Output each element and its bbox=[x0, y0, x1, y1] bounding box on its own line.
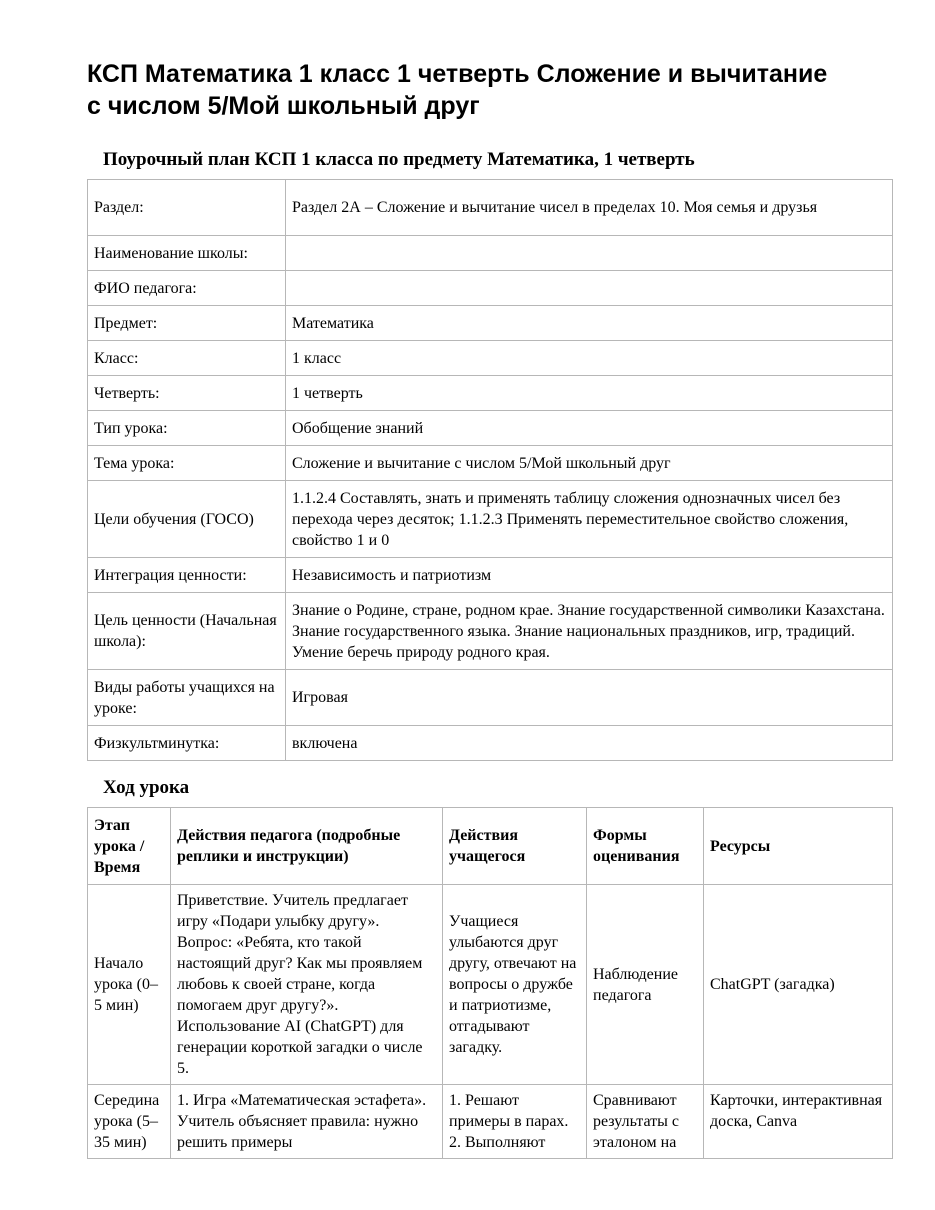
info-row-exercise-break bbox=[88, 726, 893, 761]
info-label: Цели обучения (ГОСО) bbox=[88, 481, 286, 558]
assessment-cell: Сравнивают результаты с эталоном на bbox=[587, 1085, 704, 1159]
resources-cell: ChatGPT (загадка) bbox=[704, 885, 893, 1085]
header-student-actions: Действия учащегося bbox=[443, 808, 587, 885]
info-value bbox=[286, 236, 893, 271]
info-row-teacher bbox=[88, 271, 893, 306]
info-row-lesson-type bbox=[88, 411, 893, 446]
info-row-value-integration bbox=[88, 558, 893, 593]
plan-heading: Поурочный план КСП 1 класса по предмету Математика, 1 четверть bbox=[103, 149, 695, 170]
header-assessment: Формы оценивания bbox=[587, 808, 704, 885]
info-row-topic bbox=[88, 446, 893, 481]
teacher-actions-cell: 1. Игра «Математическая эстафета». Учитель объясняет правила: нужно решить примеры bbox=[171, 1085, 443, 1159]
teacher-actions-cell: Приветствие. Учитель предлагает игру «Подари улыбку другу». Вопрос: «Ребята, кто такой настоящий друг? Как мы проявляем любовь к своей стране, когда помогаем друг другу?». Использование AI (ChatGPT) для генерации короткой загадки о числе 5. bbox=[171, 885, 443, 1085]
header-teacher-actions: Действия педагога (подробные реплики и инструкции) bbox=[171, 808, 443, 885]
info-value: Независимость и патриотизм bbox=[286, 558, 893, 593]
header-stage: Этап урока / Время bbox=[88, 808, 171, 885]
stage-cell: Начало урока (0–5 мин) bbox=[88, 885, 171, 1085]
info-row-quarter bbox=[88, 376, 893, 411]
info-label: Физкультминутка: bbox=[88, 726, 286, 761]
resources-cell: Карточки, интерактивная доска, Canva bbox=[704, 1085, 893, 1159]
document-title: КСП Математика 1 класс 1 четверть Сложение и вычитание с числом 5/Мой школьный друг bbox=[87, 60, 828, 120]
info-value: включена bbox=[286, 726, 893, 761]
info-label: Наименование школы: bbox=[88, 236, 286, 271]
info-value bbox=[286, 271, 893, 306]
info-row-grade bbox=[88, 341, 893, 376]
info-label: Тема урока: bbox=[88, 446, 286, 481]
info-label: Класс: bbox=[88, 341, 286, 376]
info-label: Интеграция ценности: bbox=[88, 558, 286, 593]
table-row bbox=[88, 885, 893, 1085]
lesson-progress-table bbox=[87, 807, 893, 1159]
header-resources: Ресурсы bbox=[704, 808, 893, 885]
table-row bbox=[88, 1085, 893, 1159]
info-value: 1 класс bbox=[286, 341, 893, 376]
info-label: Цель ценности (Начальная школа): bbox=[88, 593, 286, 670]
info-label: Тип урока: bbox=[88, 411, 286, 446]
info-value: Сложение и вычитание с числом 5/Мой школьный друг bbox=[286, 446, 893, 481]
info-value: Обобщение знаний bbox=[286, 411, 893, 446]
info-label: Предмет: bbox=[88, 306, 286, 341]
info-row-section bbox=[88, 180, 893, 236]
info-value: 1.1.2.4 Составлять, знать и применять таблицу сложения однозначных чисел без перехода через десяток; 1.1.2.3 Применять переместительное свойство сложения, свойство 1 и 0 bbox=[286, 481, 893, 558]
progress-heading: Ход урока bbox=[103, 777, 190, 798]
student-actions-cell: 1. Решают примеры в парах. 2. Выполняют bbox=[443, 1085, 587, 1159]
info-row-learning-goals bbox=[88, 481, 893, 558]
stage-cell: Середина урока (5–35 мин) bbox=[88, 1085, 171, 1159]
table-header-row bbox=[88, 808, 893, 885]
lesson-info-table bbox=[87, 179, 893, 761]
info-value: 1 четверть bbox=[286, 376, 893, 411]
info-row-value-goal bbox=[88, 593, 893, 670]
info-value: Знание о Родине, стране, родном крае. Знание государственной символики Казахстана. Знание государственного языка. Знание национальных праздников, игр, традиций. Умение беречь природу родного края. bbox=[286, 593, 893, 670]
info-row-subject bbox=[88, 306, 893, 341]
info-value: Математика bbox=[286, 306, 893, 341]
info-label: ФИО педагога: bbox=[88, 271, 286, 306]
student-actions-cell: Учащиеся улыбаются друг другу, отвечают на вопросы о дружбе и патриотизме, отгадывают загадку. bbox=[443, 885, 587, 1085]
assessment-cell: Наблюдение педагога bbox=[587, 885, 704, 1085]
info-label: Виды работы учащихся на уроке: bbox=[88, 670, 286, 726]
info-value: Игровая bbox=[286, 670, 893, 726]
info-row-work-types bbox=[88, 670, 893, 726]
info-label: Раздел: bbox=[88, 180, 286, 236]
info-row-school bbox=[88, 236, 893, 271]
info-label: Четверть: bbox=[88, 376, 286, 411]
info-value: Раздел 2А – Сложение и вычитание чисел в пределах 10. Моя семья и друзья bbox=[286, 180, 893, 236]
